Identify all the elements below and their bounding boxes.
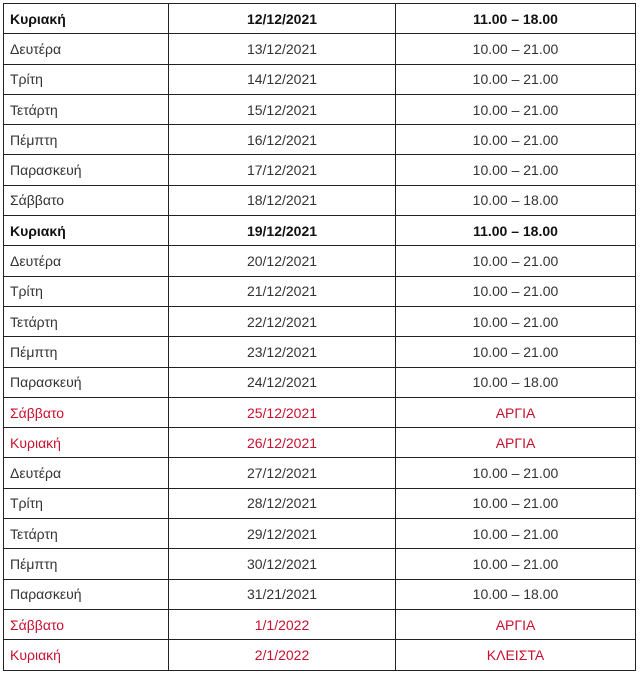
date-cell: 18/12/2021 <box>169 185 396 215</box>
date-cell: 30/12/2021 <box>169 549 396 579</box>
day-cell: Κυριακή <box>4 640 169 670</box>
day-cell: Τρίτη <box>4 488 169 518</box>
table-row <box>4 246 636 276</box>
table-row <box>4 185 636 215</box>
hours-cell: ΚΛΕΙΣΤΑ <box>396 640 636 670</box>
day-cell: Παρασκευή <box>4 579 169 609</box>
hours-cell: 10.00 – 21.00 <box>396 519 636 549</box>
date-cell: 1/1/2022 <box>169 609 396 639</box>
date-cell: 25/12/2021 <box>169 397 396 427</box>
date-cell: 13/12/2021 <box>169 34 396 64</box>
table-row <box>4 306 636 336</box>
hours-cell: 10.00 – 21.00 <box>396 94 636 124</box>
table-row <box>4 94 636 124</box>
hours-cell: 10.00 – 21.00 <box>396 458 636 488</box>
day-cell: Τετάρτη <box>4 94 169 124</box>
day-cell: Πέμπτη <box>4 337 169 367</box>
day-cell: Σάββατο <box>4 185 169 215</box>
day-cell: Κυριακή <box>4 428 169 458</box>
hours-cell: 10.00 – 21.00 <box>396 34 636 64</box>
date-cell: 22/12/2021 <box>169 306 396 336</box>
opening-hours-table-body <box>4 4 636 671</box>
table-row <box>4 337 636 367</box>
hours-cell: ΑΡΓΙΑ <box>396 397 636 427</box>
table-row <box>4 640 636 670</box>
hours-cell: 11.00 – 18.00 <box>396 4 636 34</box>
hours-cell: 10.00 – 18.00 <box>396 579 636 609</box>
table-row <box>4 519 636 549</box>
hours-cell: 11.00 – 18.00 <box>396 216 636 246</box>
date-cell: 16/12/2021 <box>169 125 396 155</box>
day-cell: Παρασκευή <box>4 367 169 397</box>
hours-cell: ΑΡΓΙΑ <box>396 428 636 458</box>
table-row <box>4 367 636 397</box>
date-cell: 15/12/2021 <box>169 94 396 124</box>
date-cell: 27/12/2021 <box>169 458 396 488</box>
table-row <box>4 34 636 64</box>
date-cell: 23/12/2021 <box>169 337 396 367</box>
table-row <box>4 579 636 609</box>
hours-cell: 10.00 – 21.00 <box>396 276 636 306</box>
table-row <box>4 64 636 94</box>
day-cell: Δευτέρα <box>4 34 169 64</box>
date-cell: 17/12/2021 <box>169 155 396 185</box>
table-row <box>4 609 636 639</box>
hours-cell: 10.00 – 21.00 <box>396 488 636 518</box>
date-cell: 21/12/2021 <box>169 276 396 306</box>
hours-cell: 10.00 – 21.00 <box>396 306 636 336</box>
date-cell: 26/12/2021 <box>169 428 396 458</box>
hours-cell: 10.00 – 21.00 <box>396 64 636 94</box>
day-cell: Κυριακή <box>4 4 169 34</box>
day-cell: Κυριακή <box>4 216 169 246</box>
table-row <box>4 125 636 155</box>
date-cell: 24/12/2021 <box>169 367 396 397</box>
table-row <box>4 458 636 488</box>
hours-cell: 10.00 – 18.00 <box>396 185 636 215</box>
day-cell: Τετάρτη <box>4 519 169 549</box>
date-cell: 20/12/2021 <box>169 246 396 276</box>
day-cell: Τρίτη <box>4 64 169 94</box>
table-row <box>4 428 636 458</box>
date-cell: 2/1/2022 <box>169 640 396 670</box>
date-cell: 31/21/2021 <box>169 579 396 609</box>
hours-cell: 10.00 – 21.00 <box>396 337 636 367</box>
day-cell: Σάββατο <box>4 609 169 639</box>
table-row <box>4 549 636 579</box>
table-row <box>4 155 636 185</box>
date-cell: 28/12/2021 <box>169 488 396 518</box>
hours-cell: ΑΡΓΙΑ <box>396 609 636 639</box>
date-cell: 19/12/2021 <box>169 216 396 246</box>
day-cell: Παρασκευή <box>4 155 169 185</box>
day-cell: Τετάρτη <box>4 306 169 336</box>
date-cell: 14/12/2021 <box>169 64 396 94</box>
day-cell: Τρίτη <box>4 276 169 306</box>
day-cell: Δευτέρα <box>4 458 169 488</box>
opening-hours-table <box>3 3 636 671</box>
day-cell: Πέμπτη <box>4 125 169 155</box>
table-row <box>4 4 636 34</box>
hours-cell: 10.00 – 21.00 <box>396 246 636 276</box>
day-cell: Πέμπτη <box>4 549 169 579</box>
hours-cell: 10.00 – 21.00 <box>396 155 636 185</box>
hours-cell: 10.00 – 21.00 <box>396 549 636 579</box>
day-cell: Δευτέρα <box>4 246 169 276</box>
hours-cell: 10.00 – 21.00 <box>396 125 636 155</box>
day-cell: Σάββατο <box>4 397 169 427</box>
table-row <box>4 216 636 246</box>
date-cell: 12/12/2021 <box>169 4 396 34</box>
hours-cell: 10.00 – 18.00 <box>396 367 636 397</box>
date-cell: 29/12/2021 <box>169 519 396 549</box>
table-row <box>4 488 636 518</box>
table-row <box>4 397 636 427</box>
table-row <box>4 276 636 306</box>
